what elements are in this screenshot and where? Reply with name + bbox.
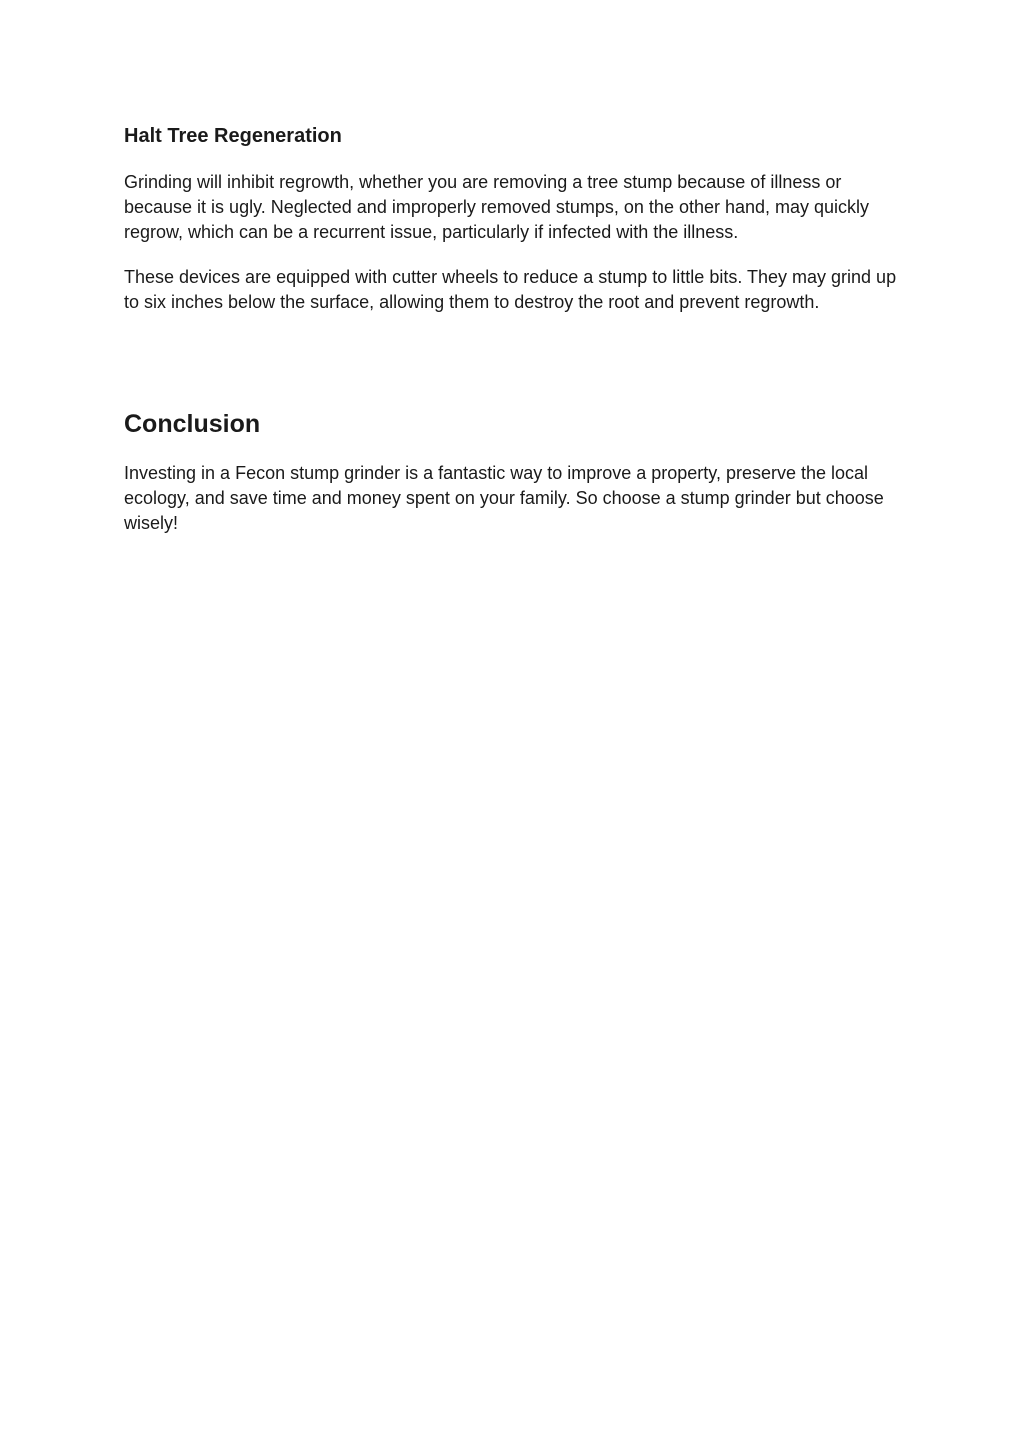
paragraph-cutter-wheels: These devices are equipped with cutter wheels to reduce a stump to little bits. They may grind up to six inches below the surface, allowing them to destroy the root and prevent regrowth.	[124, 267, 897, 312]
conclusion-heading: Conclusion	[124, 410, 261, 438]
paragraph-regrowth: Grinding will inhibit regrowth, whether you are removing a tree stump because of illness or because it is ugly. Neglected and improperly removed stumps, on the other hand, may quickly regrow, which can be a recurrent issue, particularly if infected with the illness.	[124, 172, 870, 242]
section-heading: Halt Tree Regeneration	[124, 125, 342, 147]
paragraph-conclusion: Investing in a Fecon stump grinder is a fantastic way to improve a property, preserve the local ecology, and save time and money spent on your family. So choose a stump grinder but choose wisely!	[124, 463, 884, 533]
